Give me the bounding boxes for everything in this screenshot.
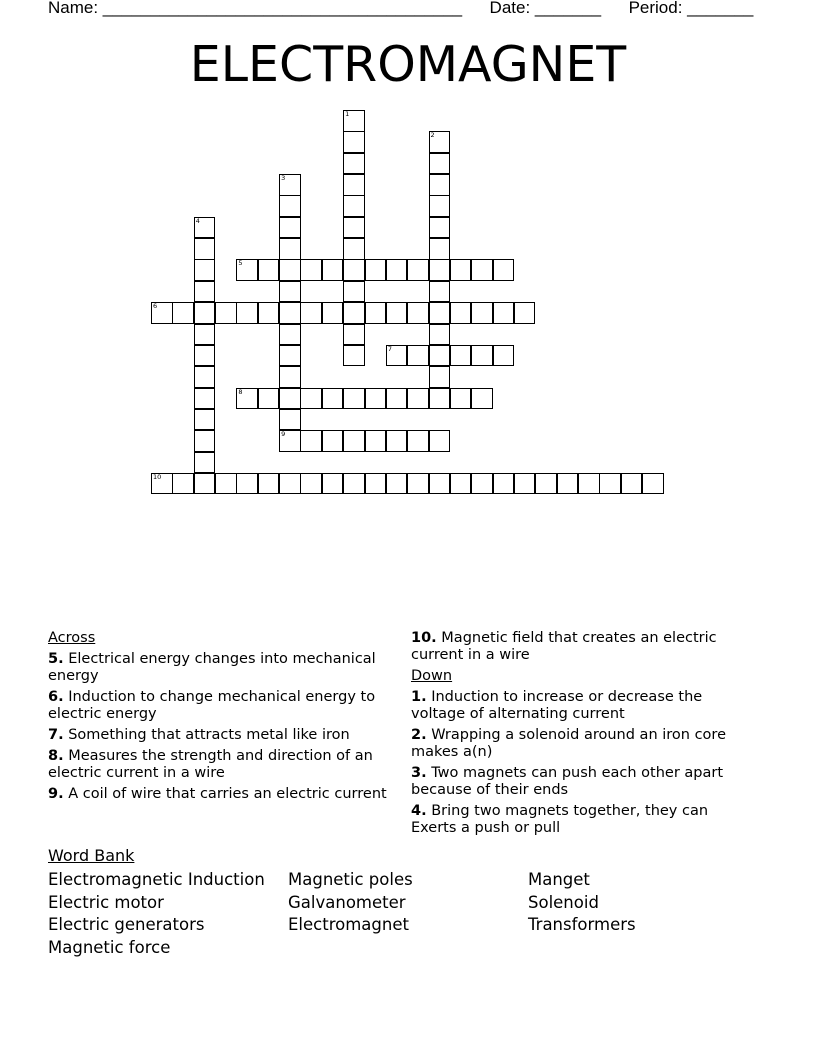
crossword-cell[interactable] [279, 409, 301, 431]
word-bank-title: Word Bank [48, 846, 135, 865]
crossword-cell[interactable] [236, 302, 258, 324]
clue-number: 7 [387, 344, 392, 353]
word-bank-item: Transformers [528, 915, 636, 935]
crossword-cell[interactable] [429, 473, 451, 495]
crossword-cell[interactable] [407, 345, 429, 367]
crossword-cell[interactable] [450, 302, 472, 324]
clue-across-5: 5. Electrical energy changes into mechanical energy [48, 651, 376, 684]
crossword-cell[interactable] [279, 388, 301, 410]
crossword-cell[interactable] [343, 473, 365, 495]
crossword-cell[interactable] [194, 238, 216, 260]
crossword-cell[interactable] [471, 302, 493, 324]
crossword-cell[interactable] [194, 345, 216, 367]
name-field-label[interactable]: Name: ______________________________________ [48, 0, 463, 17]
crossword-cell[interactable] [621, 473, 643, 495]
crossword-cell[interactable] [343, 259, 365, 281]
clue-down-1: 1. Induction to increase or decrease the voltage of alternating current [411, 689, 703, 722]
crossword-cell[interactable] [343, 281, 365, 303]
crossword-cell[interactable] [557, 473, 579, 495]
crossword-cell[interactable] [322, 430, 344, 452]
crossword-cell[interactable] [279, 174, 301, 196]
crossword-cell[interactable] [279, 345, 301, 367]
clue-down-2: 2. Wrapping a solenoid around an iron core makes a(n) [411, 727, 726, 760]
clue-number: 6 [153, 302, 158, 311]
crossword-cell[interactable] [642, 473, 664, 495]
crossword-cell[interactable] [429, 153, 451, 175]
crossword-cell[interactable] [215, 302, 237, 324]
word-bank-item: Electromagnet [288, 915, 409, 935]
crossword-cell[interactable] [343, 110, 365, 132]
word-bank-column-3 [528, 869, 636, 937]
word-bank-item: Galvanometer [288, 892, 406, 912]
crossword-cell[interactable] [343, 153, 365, 175]
clue-number: 8 [238, 387, 243, 396]
clue-across-10: 10. Magnetic field that creates an electric current in a wire [411, 630, 717, 663]
crossword-cell[interactable] [300, 430, 322, 452]
crossword-cell[interactable] [151, 302, 173, 324]
crossword-cell[interactable] [407, 430, 429, 452]
crossword-cell[interactable] [450, 388, 472, 410]
crossword-cell[interactable] [365, 388, 387, 410]
crossword-cell[interactable] [386, 388, 408, 410]
crossword-cell[interactable] [322, 388, 344, 410]
crossword-cell[interactable] [429, 174, 451, 196]
clue-across-6: 6. Induction to change mechanical energy to electric energy [48, 689, 376, 722]
crossword-cell[interactable] [471, 473, 493, 495]
crossword-cell[interactable] [386, 430, 408, 452]
crossword-cell[interactable] [386, 345, 408, 367]
crossword-cell[interactable] [450, 259, 472, 281]
crossword-cell[interactable] [386, 259, 408, 281]
crossword-cell[interactable] [343, 131, 365, 153]
clue-down-4: 4. Bring two magnets together, they can Exerts a push or pull [411, 803, 709, 836]
word-bank-item: Solenoid [528, 892, 599, 912]
clue-across-8: 8. Measures the strength and direction of an electric current in a wire [48, 748, 373, 781]
word-bank-column-2 [288, 869, 413, 937]
crossword-cell[interactable] [279, 302, 301, 324]
crossword-cell[interactable] [194, 302, 216, 324]
crossword-cell[interactable] [343, 430, 365, 452]
crossword-cell[interactable] [194, 324, 216, 346]
crossword-cell[interactable] [194, 430, 216, 452]
crossword-cell[interactable] [386, 302, 408, 324]
crossword-cell[interactable] [450, 473, 472, 495]
across-clues [48, 630, 393, 807]
crossword-cell[interactable] [194, 388, 216, 410]
word-bank-column-1 [48, 869, 265, 959]
crossword-cell[interactable] [471, 388, 493, 410]
crossword-cell[interactable] [365, 473, 387, 495]
clue-number: 4 [195, 216, 200, 225]
date-field-label[interactable]: Date: _______ [489, 0, 602, 17]
crossword-cell[interactable] [172, 302, 194, 324]
crossword-cell[interactable] [429, 430, 451, 452]
crossword-cell[interactable] [578, 473, 600, 495]
crossword-cell[interactable] [279, 324, 301, 346]
clue-across-9: 9. A coil of wire that carries an electric current [48, 786, 387, 802]
down-clues [411, 630, 756, 841]
crossword-cell[interactable] [493, 259, 515, 281]
crossword-cell[interactable] [429, 281, 451, 303]
crossword-cell[interactable] [194, 473, 216, 495]
crossword-cell[interactable] [429, 388, 451, 410]
crossword-cell[interactable] [471, 345, 493, 367]
crossword-cell[interactable] [279, 195, 301, 217]
crossword-cell[interactable] [194, 409, 216, 431]
crossword-cell[interactable] [279, 366, 301, 388]
crossword-cell[interactable] [194, 366, 216, 388]
crossword-cell[interactable] [514, 302, 536, 324]
crossword-cell[interactable] [493, 302, 515, 324]
clue-number: 1 [345, 110, 350, 118]
clue-number: 10 [153, 472, 162, 481]
crossword-cell[interactable] [279, 259, 301, 281]
crossword-cell[interactable] [599, 473, 621, 495]
crossword-cell[interactable] [279, 473, 301, 495]
crossword-cell[interactable] [386, 473, 408, 495]
crossword-cell[interactable] [343, 388, 365, 410]
crossword-cell[interactable] [450, 345, 472, 367]
down-heading: Down [411, 668, 453, 684]
crossword-cell[interactable] [493, 473, 515, 495]
page-title: ELECTROMAGNET [189, 36, 627, 93]
crossword-cell[interactable] [343, 174, 365, 196]
word-bank-item: Magnetic poles [288, 870, 413, 889]
word-bank-item: Magnetic force [48, 937, 171, 957]
crossword-cell[interactable] [514, 473, 536, 495]
clue-number: 5 [238, 259, 243, 268]
crossword-cell[interactable] [279, 430, 301, 452]
word-bank-item: Electric generators [48, 915, 205, 935]
crossword-cell[interactable] [279, 238, 301, 260]
crossword-cell[interactable] [343, 302, 365, 324]
crossword-cell[interactable] [236, 388, 258, 410]
crossword-cell[interactable] [258, 259, 280, 281]
crossword-cell[interactable] [279, 217, 301, 239]
crossword-cell[interactable] [300, 388, 322, 410]
crossword-cell[interactable] [258, 388, 280, 410]
clue-number: 3 [281, 174, 286, 183]
crossword-cell[interactable] [471, 259, 493, 281]
crossword-cell[interactable] [493, 345, 515, 367]
crossword-cell[interactable] [429, 238, 451, 260]
crossword-cell[interactable] [429, 324, 451, 346]
clue-down-3: 3. Two magnets can push each other apart because of their ends [411, 765, 724, 798]
crossword-cell[interactable] [429, 131, 451, 153]
word-bank-item: Manget [528, 870, 590, 889]
crossword-cell[interactable] [194, 217, 216, 239]
worksheet-header [48, 0, 754, 18]
crossword-cell[interactable] [322, 259, 344, 281]
crossword-cell[interactable] [365, 302, 387, 324]
crossword-cell[interactable] [300, 473, 322, 495]
crossword-cell[interactable] [407, 473, 429, 495]
crossword-cell[interactable] [535, 473, 557, 495]
crossword-cell[interactable] [429, 345, 451, 367]
clue-number: 9 [281, 430, 286, 439]
crossword-cell[interactable] [194, 281, 216, 303]
crossword-cell[interactable] [407, 259, 429, 281]
crossword-cell[interactable] [429, 195, 451, 217]
crossword-cell[interactable] [258, 473, 280, 495]
crossword-cell[interactable] [343, 345, 365, 367]
crossword-cell[interactable] [279, 281, 301, 303]
crossword-cell[interactable] [343, 324, 365, 346]
crossword-cell[interactable] [429, 366, 451, 388]
crossword-cell[interactable] [236, 473, 258, 495]
crossword-cell[interactable] [343, 195, 365, 217]
crossword-cell[interactable] [194, 259, 216, 281]
crossword-cell[interactable] [172, 473, 194, 495]
crossword-cell[interactable] [365, 430, 387, 452]
crossword-cell[interactable] [194, 452, 216, 474]
crossword-cell[interactable] [429, 217, 451, 239]
crossword-cell[interactable] [429, 259, 451, 281]
across-heading: Across [48, 630, 96, 646]
crossword-cell[interactable] [300, 302, 322, 324]
crossword-cell[interactable] [407, 302, 429, 324]
crossword-cell[interactable] [343, 238, 365, 260]
crossword-cell[interactable] [407, 388, 429, 410]
crossword-cell[interactable] [322, 473, 344, 495]
crossword-cell[interactable] [151, 473, 173, 495]
clue-across-7: 7. Something that attracts metal like iron [48, 727, 350, 743]
crossword-cell[interactable] [236, 259, 258, 281]
crossword-cell[interactable] [365, 259, 387, 281]
word-bank-item: Electric motor [48, 892, 164, 912]
crossword-cell[interactable] [322, 302, 344, 324]
crossword-cell[interactable] [429, 302, 451, 324]
word-bank-item: Electromagnetic Induction [48, 870, 265, 889]
period-field-label[interactable]: Period: _______ [628, 0, 754, 17]
crossword-cell[interactable] [343, 217, 365, 239]
crossword-cell[interactable] [215, 473, 237, 495]
clue-number: 2 [430, 131, 435, 140]
crossword-cell[interactable] [300, 259, 322, 281]
crossword-cell[interactable] [258, 302, 280, 324]
